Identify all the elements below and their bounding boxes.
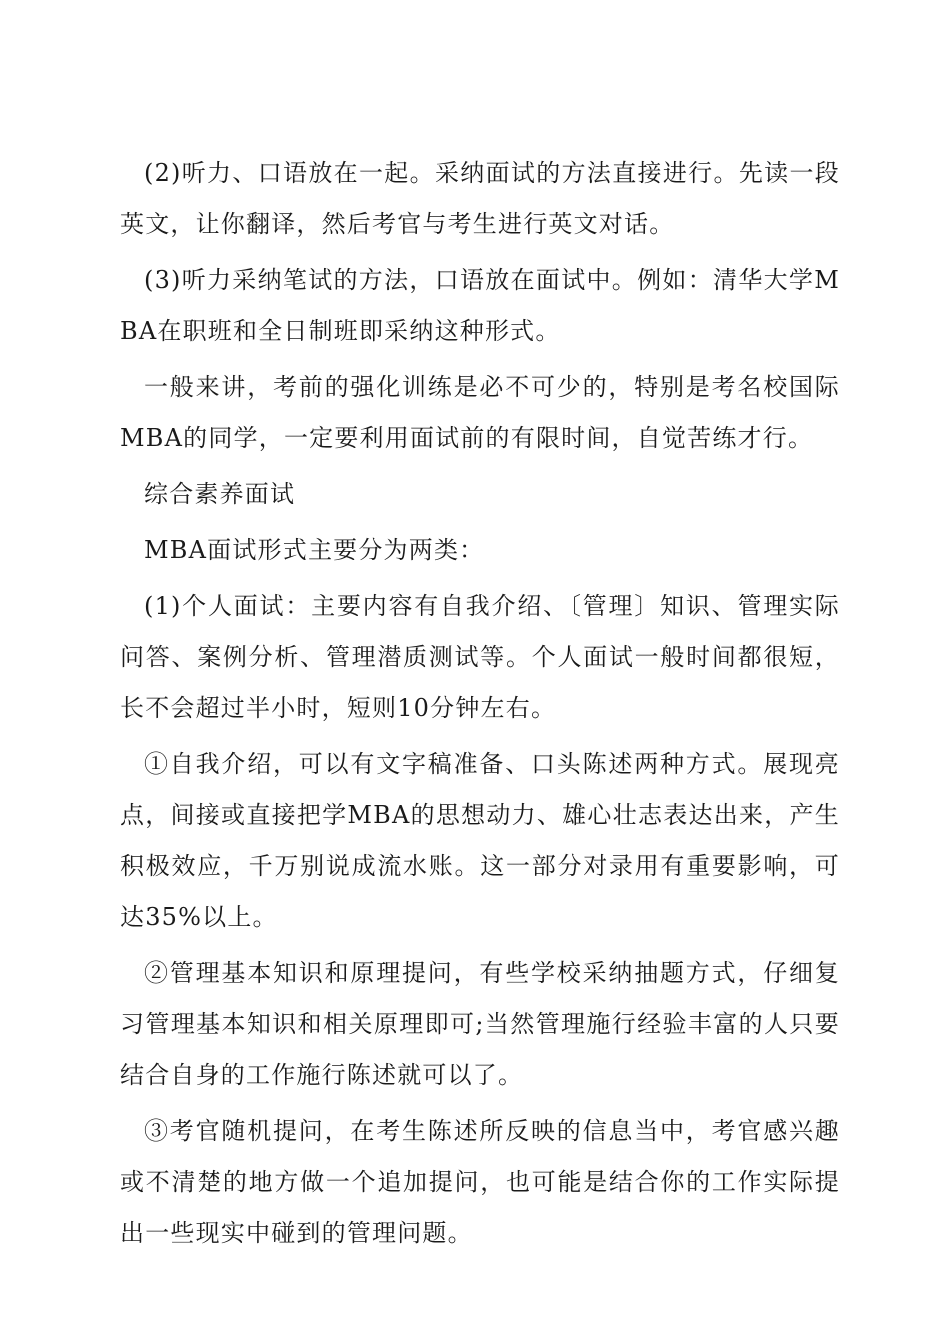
document-body xyxy=(120,148,840,1259)
paragraph-management-knowledge: ②管理基本知识和原理提问，有些学校采纳抽题方式，仔细复习管理基本知识和相关原理即可;当然管理施行经验丰富的人只要结合自身的工作施行陈述就可以了。 xyxy=(120,959,840,1089)
paragraph-individual-interview: (1)个人面试：主要内容有自我介绍、〔管理〕知识、管理实际问答、案例分析、管理潜质测试等。个人面试一般时间都很短，长不会超过半小时，短则10分钟左右。 xyxy=(120,592,840,722)
paragraph-self-introduction: ①自我介绍，可以有文字稿准备、口头陈述两种方式。展现亮点，间接或直接把学MBA的思想动力、雄心壮志表达出来，产生积极效应，千万别说成流水账。这一部分对录用有重要影响，可达35%以上。 xyxy=(120,750,840,931)
section-heading-comprehensive-interview: 综合素养面试 xyxy=(144,480,296,508)
paragraph-interview-forms: MBA面试形式主要分为两类： xyxy=(144,536,485,564)
paragraph-listening-oral-together: (2)听力、口语放在一起。采纳面试的方法直接进行。先读一段英文，让你翻译，然后考官与考生进行英文对话。 xyxy=(120,159,840,238)
paragraph-random-questions: ③考官随机提问，在考生陈述所反映的信息当中，考官感兴趣或不清楚的地方做一个追加提问，也可能是结合你的工作实际提出一些现实中碰到的管理问题。 xyxy=(120,1117,840,1247)
paragraph-intensive-training: 一般来讲，考前的强化训练是必不可少的，特别是考名校国际MBA的同学，一定要利用面试前的有限时间，自觉苦练才行。 xyxy=(120,373,840,452)
paragraph-listening-written: (3)听力采纳笔试的方法，口语放在面试中。例如：清华大学MBA在职班和全日制班即采纳这种形式。 xyxy=(120,266,840,345)
